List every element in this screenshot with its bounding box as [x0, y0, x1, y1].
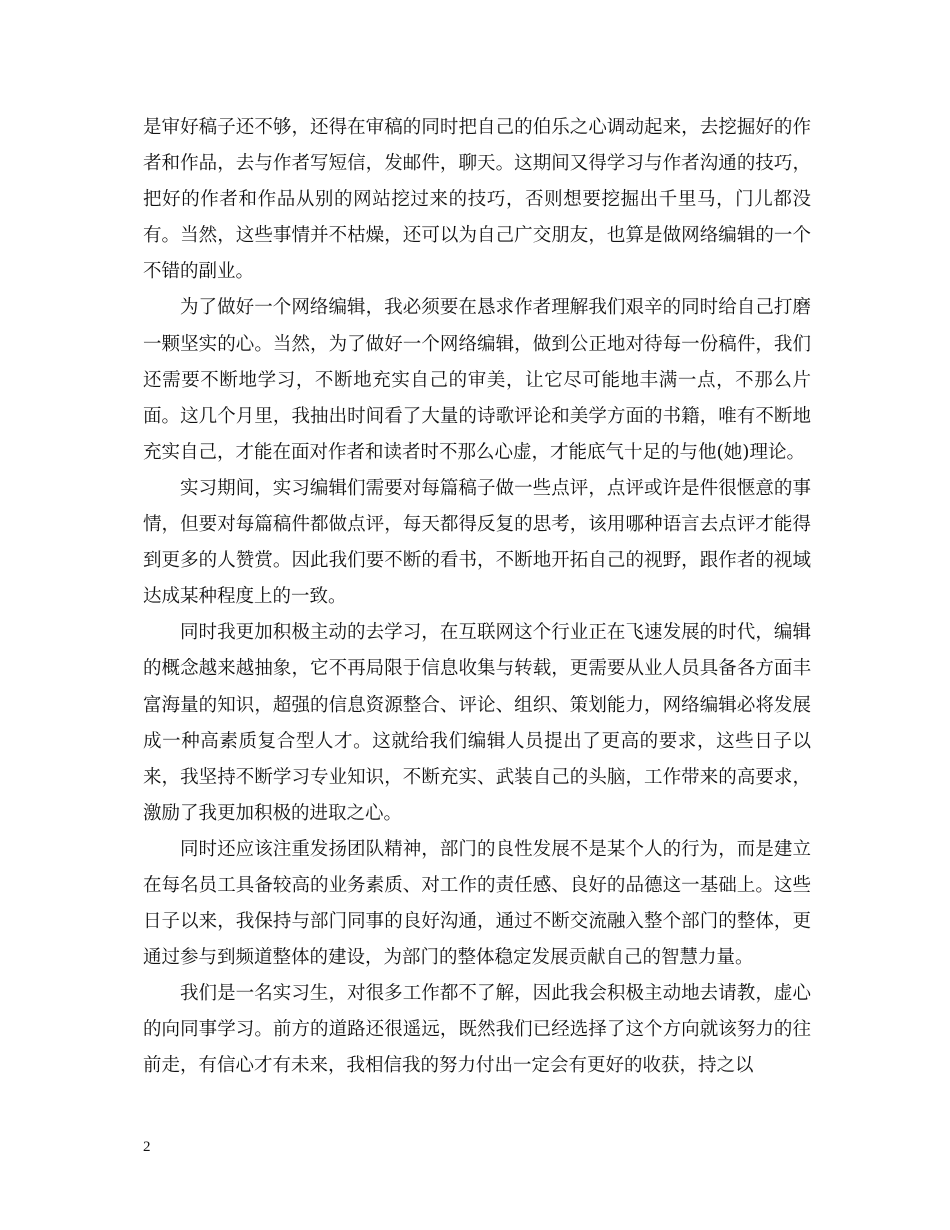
paragraph-5: 同时还应该注重发扬团队精神，部门的良性发展不是某个人的行为，而是建立在每名员工具备较高的业务素质、对工作的责任感、良好的品德这一基础上。这些日子以来，我保持与部门同事的良好沟通，通过不断交流融入整个部门的整体，更通过参与到频道整体的建设，为部门的整体稳定发展贡献自己的智慧力量。 — [143, 838, 811, 969]
paragraph-1: 是审好稿子还不够，还得在审稿的同时把自己的伯乐之心调动起来，去挖掘好的作者和作品，去与作者写短信，发邮件，聊天。这期间又得学习与作者沟通的技巧，把好的作者和作品从别的网站挖过来的技巧，否则想要挖掘出千里马，门儿都没有。当然，这些事情并不枯燥，还可以为自己广交朋友，也算是做网络编辑的一个不错的副业。 — [143, 117, 811, 283]
body-text — [143, 110, 811, 1085]
paragraph-4: 同时我更加积极主动的去学习，在互联网这个行业正在飞速发展的时代，编辑的概念越来越抽象，它不再局限于信息收集与转载，更需要从业人员具备各方面丰富海量的知识，超强的信息资源整合、评论、组织、策划能力，网络编辑必将发展成一种高素质复合型人才。这就给我们编辑人员提出了更高的要求，这些日子以来，我坚持不断学习专业知识，不断充实、武装自己的头脑，工作带来的高要求，激励了我更加积极的进取之心。 — [143, 622, 811, 824]
paragraph-2: 为了做好一个网络编辑，我必须要在恳求作者理解我们艰辛的同时给自己打磨一颗坚实的心。当然，为了做好一个网络编辑，做到公正地对待每一份稿件，我们还需要不断地学习，不断地充实自己的审美，让它尽可能地丰满一点，不那么片面。这几个月里，我抽出时间看了大量的诗歌评论和美学方面的书籍，唯有不断地充实自己，才能在面对作者和读者时不那么心虚，才能底气十足的与他(她)理论。 — [143, 297, 811, 463]
paragraph-6: 我们是一名实习生，对很多工作都不了解，因此我会积极主动地去请教，虚心的向同事学习。前方的道路还很遥远，既然我们已经选择了这个方向就该努力的往前走，有信心才有未来，我相信我的努力付出一定会有更好的收获，持之以 — [143, 983, 811, 1077]
paragraph-3: 实习期间，实习编辑们需要对每篇稿子做一些点评，点评或许是件很惬意的事情，但要对每篇稿件都做点评，每天都得反复的思考，该用哪种语言去点评才能得到更多的人赞赏。因此我们要不断的看书，不断地开拓自己的视野，跟作者的视域达成某种程度上的一致。 — [143, 477, 811, 608]
page-number: 2 — [143, 1139, 151, 1155]
